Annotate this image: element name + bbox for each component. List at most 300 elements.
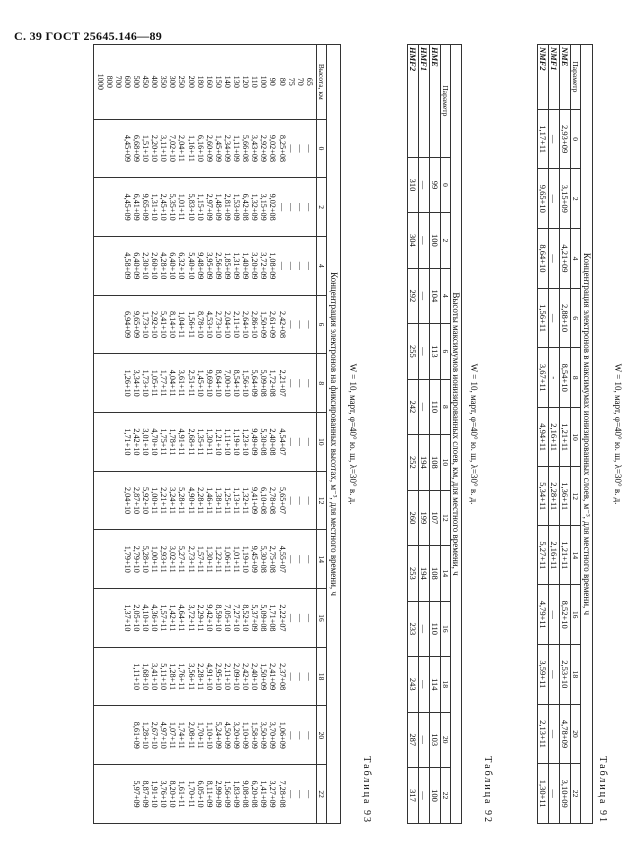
column-header: 12	[441, 490, 451, 545]
table-cell: 5,35+10	[168, 193, 178, 221]
table-cell: 1,73+10	[141, 310, 151, 339]
table-cell: 1,71+08	[268, 604, 278, 632]
table-cell: 9,65+09	[141, 193, 151, 221]
table-cell: 3,56+11	[186, 663, 196, 691]
table-cell: 1,23+10	[241, 428, 251, 456]
table-cell: 2,42+10	[132, 428, 142, 456]
table-cell: —	[304, 613, 314, 623]
table-cell: 3,59+11	[538, 645, 549, 705]
table-caption: Таблица 93	[361, 756, 372, 824]
table-cell: 1,73+10	[141, 369, 151, 397]
table-cell: 1,37+10	[122, 604, 132, 632]
table-cell: 1,48+09	[213, 193, 223, 221]
column-header: 10	[571, 408, 581, 467]
table-cell: 6,41+09	[132, 193, 142, 221]
value-column	[93, 706, 316, 765]
table-cell: 4,58+09	[122, 252, 132, 280]
table-cell: —	[286, 496, 296, 505]
table-caption: Таблица 92	[482, 756, 493, 824]
column-header: 4	[316, 236, 326, 295]
table-cell: 3,43+09	[250, 134, 260, 163]
table-cell: 7,05+10	[222, 604, 232, 632]
table-cell: 1,68+10	[141, 663, 151, 691]
table-cell: —	[304, 555, 314, 564]
table-cell: 1,75+11	[159, 428, 169, 456]
table-cell: 6,32+10	[177, 252, 187, 280]
table-cell: 1,56+11	[186, 311, 196, 338]
height-value: 150	[213, 75, 223, 88]
table-cell: 5,09+08	[259, 369, 269, 397]
table-caption: Таблица 91	[597, 756, 608, 824]
column-header: 4	[571, 229, 581, 289]
table-cell: 6,20+08	[250, 780, 260, 808]
table-cell: —	[286, 320, 296, 329]
table-cell: 114	[430, 657, 441, 712]
table-cell: 1,30+11	[204, 428, 214, 456]
table-cell: 3,67+11	[538, 348, 549, 408]
table-cell: 1,83+09	[232, 780, 242, 808]
table-cell: 5,37+09	[250, 604, 260, 632]
table-cell: 1,25+11	[222, 487, 232, 514]
table-cell: 2,04+10	[122, 487, 132, 515]
column-header: 16	[316, 589, 326, 648]
table-cell: 1,01+11	[177, 193, 187, 221]
header-row	[571, 45, 581, 824]
height-value: 450	[141, 75, 151, 88]
column-header: 14	[441, 546, 451, 601]
table-cell: 8,14+10	[168, 310, 178, 339]
table-cell: 110	[430, 601, 441, 656]
table-cell: 2,28+11	[195, 487, 205, 514]
table-cell: 4,36+10	[150, 604, 160, 632]
table-cell: 8,54+10	[560, 348, 571, 408]
table-cell: 9,45+09	[250, 545, 260, 573]
height-value: 90	[268, 77, 278, 86]
table-cell: 8,25+08	[277, 134, 287, 163]
table-91	[537, 44, 623, 824]
table-cell: —	[295, 320, 305, 329]
table-cell: 1,70+11	[186, 780, 196, 808]
table-cell: 1,72+08	[268, 369, 278, 397]
table-cell: 304	[408, 213, 419, 268]
table-cell: 1,21+10	[213, 428, 223, 456]
table-cell: 4,64+11	[177, 604, 187, 632]
table-cell: 1,00+11	[150, 545, 160, 573]
table-cell: 2,86+10	[250, 310, 260, 339]
table-cell: 2,95+10	[213, 663, 223, 691]
table-cell: 5,28+11	[177, 487, 187, 514]
table-cell: 3,50+09	[259, 721, 269, 749]
height-value: 350	[159, 75, 169, 88]
table-cell: 1,31+09	[232, 252, 242, 280]
table-cell: 3,76+10	[159, 780, 169, 808]
table-cell: 1,42+11	[168, 604, 178, 632]
table-cell: —	[549, 764, 560, 824]
column-header: 10	[316, 413, 326, 472]
table-cell: —	[295, 496, 305, 505]
table-cell: 2,37+08	[277, 663, 287, 691]
column-header: Высота, км	[316, 45, 326, 120]
table-cell: 4,54+07	[277, 428, 287, 456]
value-column	[93, 589, 316, 648]
value-column	[93, 765, 316, 824]
table-cell: —	[419, 712, 430, 767]
table-cell: —	[295, 672, 305, 681]
table-cell: 1,11+10	[132, 663, 142, 691]
table-cell: 8,78+10	[195, 310, 205, 339]
table-cell: 5,41+10	[159, 310, 169, 339]
height-value: 65	[304, 77, 314, 86]
table-cell: 1,70+11	[195, 721, 205, 749]
column-header: 20	[316, 706, 326, 765]
table-cell: —	[286, 437, 296, 446]
value-column	[93, 530, 316, 589]
table-cell: 1,77+11	[159, 369, 169, 397]
table-cell: 1,15+10	[195, 193, 205, 221]
table-cell: 5,27+11	[538, 526, 549, 585]
header-row	[316, 45, 326, 824]
table-cell: 2,04+11	[177, 135, 187, 162]
table-cell: —	[549, 704, 560, 764]
height-value: 160	[204, 75, 214, 88]
table-cell: 2,28+11	[549, 467, 560, 526]
table-cell: 1,56+10	[241, 369, 251, 397]
table-cell: 2,21+07	[277, 369, 287, 397]
height-value: 80	[277, 77, 287, 86]
table-cell: 4,04+11	[168, 369, 178, 397]
table-cell: 3,20+09	[250, 252, 260, 280]
table-cell: 5,65+07	[277, 487, 287, 515]
table-cell: —	[295, 203, 305, 212]
table-cell: 5,40+10	[186, 252, 196, 280]
table-cell: 8,87+09	[141, 780, 151, 808]
table-cell: 2,79+10	[132, 545, 142, 573]
table-cell: 2,20+10	[150, 134, 160, 163]
table-cell: —	[419, 324, 430, 379]
height-value: 140	[222, 75, 232, 88]
table-cell: 9,41+09	[250, 487, 260, 515]
table-subtitle: Концентрация электронов на фиксированных высотах, м⁻³, для местного времени, ч	[326, 45, 340, 824]
column-header: 16	[441, 601, 451, 656]
table-cell: 107	[430, 490, 441, 545]
table-cell: 8,52+10	[241, 604, 251, 632]
table-cell: 1,26+10	[122, 369, 132, 397]
table-cell: 3,10+09	[560, 764, 571, 824]
table-cell: 253	[408, 546, 419, 601]
table-cell: 1,08+09	[268, 252, 278, 280]
table-cell: 2,92+09	[259, 134, 269, 163]
table-cell: 1,00+11	[150, 487, 160, 514]
table-cell: 4,94+11	[538, 408, 549, 467]
table-cell: 6,68+09	[132, 134, 142, 163]
column-header: Параметр	[441, 45, 451, 158]
column-header: 10	[441, 435, 451, 490]
table-cell: 1,58+09	[250, 721, 260, 749]
table-cell: 1,07+11	[168, 721, 178, 749]
table-cell: 4,45+09	[122, 134, 132, 163]
table-cell: 2,45+10	[159, 193, 169, 221]
height-value: 120	[241, 75, 251, 88]
table-cell: 1,28+10	[141, 721, 151, 749]
table-cell: 2,73+11	[186, 545, 196, 573]
table-cell: 4,70+10	[150, 428, 160, 456]
table-cell: —	[286, 672, 296, 681]
table-cell: 7,02+10	[168, 134, 178, 163]
column-header: 6	[571, 288, 581, 348]
column-header: 6	[441, 324, 451, 379]
table-cell: 1,50+09	[259, 310, 269, 339]
table-cell: 1,30+11	[538, 764, 549, 824]
table-row	[419, 45, 430, 824]
table-cell: 108	[430, 435, 441, 490]
table-cell: 99	[430, 157, 441, 212]
table-cell: 6,94+09	[122, 310, 132, 339]
row-parameter: HMF1	[419, 45, 430, 158]
table-cell: 260	[408, 490, 419, 545]
table-cell: —	[419, 657, 430, 712]
table-cell: 4,45+09	[122, 193, 132, 221]
table-cell: 2,40+08	[268, 428, 278, 456]
table-cell: 8,64+10	[538, 229, 549, 289]
table-cell: —	[295, 261, 305, 270]
table-body-row	[93, 45, 316, 824]
table-cell: 1,28+11	[168, 663, 178, 691]
table-cell: —	[286, 789, 296, 799]
table-cell: 9,65+10	[538, 169, 549, 229]
table-cell: 2,22+07	[277, 604, 287, 632]
table-cell: 3,15+09	[259, 193, 269, 221]
table-cell: 4,53+10	[204, 310, 214, 339]
table-cell: —	[549, 229, 560, 289]
table-cell: 1,45+10	[195, 369, 205, 397]
table-cell: 1,16+11	[186, 135, 196, 162]
table-cell: 9,48+09	[195, 252, 205, 280]
table-cell: —	[549, 109, 560, 169]
column-header: 2	[441, 213, 451, 268]
table-cell: 5,83+10	[186, 193, 196, 221]
column-header: 14	[571, 526, 581, 585]
table-cell: —	[286, 379, 296, 388]
table-cell: 2,16+11	[549, 408, 560, 467]
table-row	[549, 45, 560, 824]
table-cell: 2,04+10	[222, 310, 232, 339]
table-cell: 100	[430, 213, 441, 268]
table-cell: —	[295, 613, 305, 623]
table-cell: —	[549, 288, 560, 348]
table-cell: —	[277, 261, 287, 270]
table-cell: 1,61+11	[177, 780, 187, 808]
table-cell: 4,10+10	[141, 604, 151, 632]
table-cell: 2,60+10	[150, 252, 160, 280]
table-cell: —	[549, 645, 560, 705]
table-cell: 317	[408, 768, 419, 824]
table-cell: 4,79+11	[538, 585, 549, 645]
table-cell: 4,28+10	[159, 252, 169, 280]
table-cell: 1,50+09	[259, 663, 269, 691]
table-cell: 4,91+11	[177, 428, 187, 456]
table-cell: 3,72+11	[186, 604, 196, 632]
table-cell: —	[286, 203, 296, 212]
table-cell: -	[549, 348, 560, 408]
table-cell: 8,59+10	[213, 604, 223, 632]
table-cell: 8,61+09	[132, 721, 142, 749]
table-cell: 2,40+10	[250, 663, 260, 691]
data-table	[537, 44, 593, 824]
table-cell: —	[295, 731, 305, 740]
table-cell: —	[286, 144, 296, 153]
table-cell: 5,30+08	[259, 545, 269, 573]
table-cell: 2,61+09	[268, 310, 278, 339]
table-cell: 2,09+10	[232, 663, 242, 691]
column-header: 14	[316, 530, 326, 589]
table-cell: 1,76+11	[177, 663, 187, 691]
table-cell: 1,32+09	[250, 193, 260, 221]
table-cell: 1,36+11	[560, 467, 571, 526]
table-cell: 1,71+10	[122, 428, 132, 456]
table-cell: 4,91+10	[204, 663, 214, 691]
page-header: С. 39 ГОСТ 25645.146—89	[14, 29, 163, 43]
table-cell: —	[419, 268, 430, 323]
column-header: 12	[571, 467, 581, 526]
table-cell: 1,78+11	[168, 428, 178, 456]
table-cell: 6,16+10	[195, 134, 205, 163]
table-cell: 1,21+11	[560, 408, 571, 467]
table-cell: —	[304, 144, 314, 153]
table-cell: —	[419, 768, 430, 824]
table-cell: 1,22+11	[213, 545, 223, 573]
column-header: 4	[441, 268, 451, 323]
table-cell: 2,60+09	[204, 134, 214, 163]
table-cell: —	[304, 496, 314, 505]
column-header: 22	[316, 765, 326, 824]
table-cell: 2,56+09	[213, 252, 223, 280]
table-cell: 1,11+09	[232, 135, 242, 162]
column-header: 12	[316, 471, 326, 530]
height-value: 600	[122, 75, 132, 88]
table-row	[538, 45, 549, 824]
table-cell: 6,40+10	[168, 252, 178, 280]
table-cell: 3,24+11	[168, 487, 178, 514]
table-cell: 2,42+10	[241, 663, 251, 691]
height-value: 250	[177, 75, 187, 88]
table-cell: 5,30+08	[259, 428, 269, 456]
table-cell: 1,01+11	[232, 545, 242, 573]
table-cell: 3,72+09	[259, 252, 269, 280]
table-title: W = 10, март, φ=40° ю. ш, λ=30° в. д.	[348, 363, 358, 505]
table-cell: 5,27+11	[177, 545, 187, 573]
column-header: 0	[441, 157, 451, 212]
table-cell: 6,05+10	[195, 780, 205, 808]
table-cell: 292	[408, 268, 419, 323]
table-subtitle: Концентрация электронов в максимумах ионизированных слоев, м⁻³, для местного времени, ч	[581, 45, 593, 824]
table-cell: 4,50+09	[222, 721, 232, 749]
row-parameter: HMF2	[408, 45, 419, 158]
table-cell: 1,85+09	[222, 252, 232, 280]
height-value: 300	[168, 75, 178, 88]
value-column	[93, 413, 316, 472]
table-cell: 2,99+09	[213, 780, 223, 808]
table-cell: 3,95+09	[204, 252, 214, 280]
table-cell: 1,74+11	[177, 721, 187, 749]
header-row	[441, 45, 451, 824]
data-table	[93, 44, 341, 824]
table-cell: 1,38+11	[213, 487, 223, 514]
table-cell: —	[304, 261, 314, 270]
table-cell: 113	[430, 324, 441, 379]
table-cell: 2,34+09	[222, 134, 232, 163]
height-value: 180	[195, 75, 205, 88]
table-cell: —	[295, 555, 305, 564]
table-row	[430, 45, 441, 824]
table-cell: 1,35+11	[195, 428, 205, 456]
table-cell: 1,56+09	[222, 780, 232, 808]
height-column	[93, 45, 316, 120]
column-header: 16	[571, 585, 581, 645]
value-column	[93, 178, 316, 237]
column-header: Параметр	[571, 45, 581, 110]
table-cell: 2,87+10	[132, 487, 142, 515]
table-cell: 2,16+11	[549, 526, 560, 585]
table-cell: 9,49+09	[250, 428, 260, 456]
table-cell: 2,75+08	[268, 545, 278, 573]
column-header: 8	[571, 348, 581, 408]
table-cell: 9,08+08	[241, 780, 251, 808]
table-cell: 1,46+11	[204, 487, 214, 514]
row-parameter: NME	[560, 45, 571, 110]
table-subtitle: Высоты максимумов ионизированных слоев, км, для местного времени, ч	[451, 45, 462, 824]
height-value: 200	[186, 75, 196, 88]
table-cell: 4,55+07	[277, 545, 287, 573]
table-row	[408, 45, 419, 824]
table-cell: 9,69+10	[204, 369, 214, 397]
table-cell: 5,34+11	[538, 467, 549, 526]
value-column	[93, 471, 316, 530]
table-cell: 4,21+09	[560, 229, 571, 289]
table-cell: 1,19+10	[241, 545, 251, 573]
table-cell: 9,02+08	[268, 193, 278, 221]
table-cell: 1,11+10	[222, 428, 232, 456]
table-cell: 1,53+09	[232, 193, 242, 221]
height-value: 400	[150, 75, 160, 88]
value-column	[93, 236, 316, 295]
table-cell: 5,09+08	[259, 604, 269, 632]
height-value: 800	[104, 75, 114, 88]
value-column	[93, 354, 316, 413]
row-parameter: NMF1	[549, 45, 560, 110]
column-header: 0	[316, 119, 326, 178]
data-table	[407, 44, 462, 824]
table-cell: 9,42+10	[204, 604, 214, 632]
table-cell: 7,00+10	[222, 369, 232, 397]
table-cell: 1,30+11	[204, 545, 214, 573]
table-cell: 1,10+09	[241, 721, 251, 749]
table-cell: 3,20+09	[232, 721, 242, 749]
table-cell: 3,11+10	[159, 135, 169, 162]
height-value: 500	[132, 75, 142, 88]
table-cell: 1,32+11	[241, 487, 251, 514]
table-cell: 194	[419, 546, 430, 601]
column-header: 18	[571, 645, 581, 705]
column-header: 2	[571, 169, 581, 229]
table-cell: 9,65+09	[132, 310, 142, 339]
table-cell: 5,64+09	[250, 369, 260, 397]
table-cell: 3,61+11	[177, 369, 187, 397]
table-cell: 2,08+11	[186, 721, 196, 749]
table-cell: 1,06+11	[222, 545, 232, 573]
table-cell: 2,53+10	[560, 645, 571, 705]
table-cell: 8,20+10	[168, 780, 178, 808]
value-column	[93, 647, 316, 706]
